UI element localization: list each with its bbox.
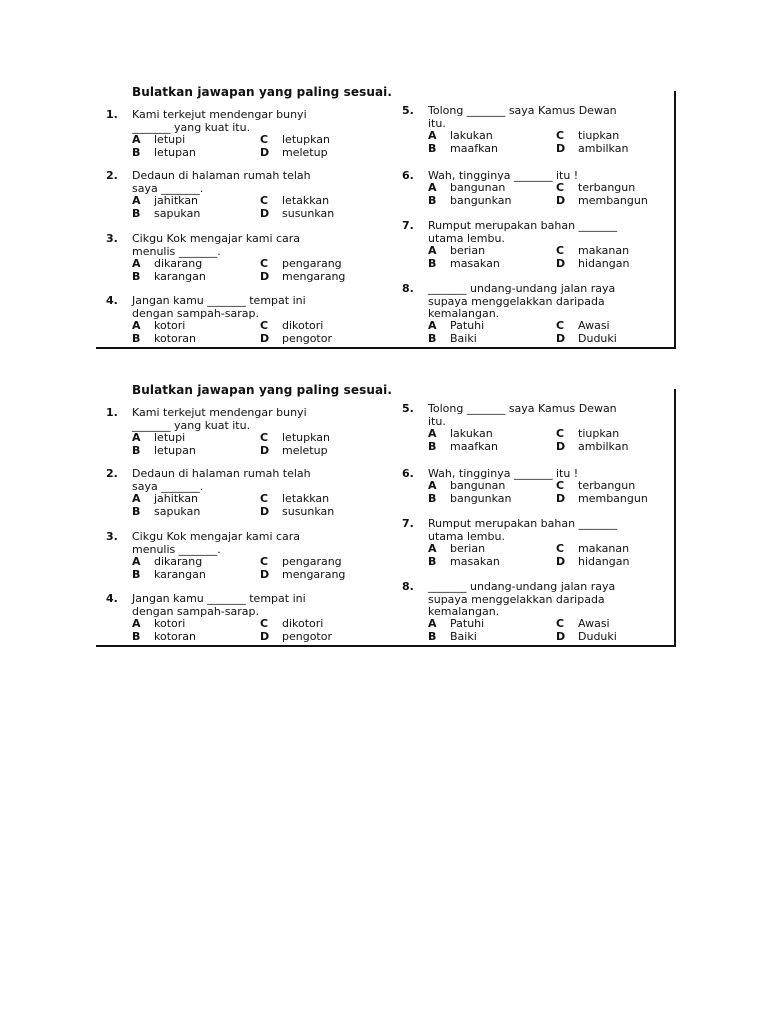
question-stem: _______ undang-undang jalan raya supaya menggelakkan daripada kemalangan. bbox=[428, 282, 616, 320]
option-a[interactable] bbox=[132, 493, 198, 506]
option-text: dikotori bbox=[282, 617, 324, 630]
option-letter: B bbox=[132, 505, 141, 518]
question-stem: Tolong _______ saya Kamus Dewan itu. bbox=[428, 104, 617, 130]
question-stem: Jangan kamu _______ tempat ini dengan sampah-sarap. bbox=[132, 294, 306, 320]
question-stem: Rumput merupakan bahan _______ utama lembu. bbox=[428, 517, 618, 543]
option-a[interactable] bbox=[428, 130, 493, 143]
option-letter: A bbox=[428, 319, 437, 332]
option-letter: C bbox=[260, 319, 269, 332]
option-letter: C bbox=[556, 181, 565, 194]
option-letter: B bbox=[132, 332, 141, 345]
option-text: bangunkan bbox=[450, 492, 512, 505]
option-letter: C bbox=[260, 133, 269, 146]
question-number: 8. bbox=[402, 282, 414, 295]
border-right bbox=[674, 91, 676, 347]
question-number: 5. bbox=[402, 402, 414, 415]
question-stem: Dedaun di halaman rumah telah saya _______. bbox=[132, 169, 311, 195]
option-letter: A bbox=[428, 427, 437, 440]
option-d[interactable] bbox=[556, 493, 648, 506]
question-stem: Rumput merupakan bahan _______ utama lembu. bbox=[428, 219, 618, 245]
question-stem: Jangan kamu _______ tempat ini dengan sampah-sarap. bbox=[132, 592, 306, 618]
option-c[interactable] bbox=[260, 320, 323, 333]
option-c[interactable] bbox=[260, 432, 330, 445]
option-a[interactable] bbox=[428, 543, 485, 556]
question-number: 6. bbox=[402, 169, 414, 182]
option-letter: D bbox=[260, 444, 270, 457]
option-letter: B bbox=[428, 440, 437, 453]
option-text: mengarang bbox=[282, 568, 346, 581]
option-b[interactable] bbox=[132, 631, 196, 644]
option-b[interactable] bbox=[428, 556, 500, 569]
option-letter: C bbox=[556, 427, 565, 440]
option-letter: B bbox=[132, 146, 141, 159]
option-a[interactable] bbox=[132, 320, 185, 333]
option-d[interactable] bbox=[260, 631, 332, 644]
option-b[interactable] bbox=[132, 445, 196, 458]
option-b[interactable] bbox=[132, 506, 200, 519]
option-text: ambilkan bbox=[578, 440, 629, 453]
option-text: susunkan bbox=[282, 505, 335, 518]
option-letter: B bbox=[428, 194, 437, 207]
option-letter: A bbox=[132, 617, 141, 630]
option-c[interactable] bbox=[556, 245, 629, 258]
option-d[interactable] bbox=[556, 631, 617, 644]
option-d[interactable] bbox=[556, 195, 648, 208]
option-letter: D bbox=[260, 270, 270, 283]
option-text: pengarang bbox=[282, 555, 342, 568]
option-text: Awasi bbox=[578, 617, 610, 630]
option-letter: A bbox=[428, 244, 437, 257]
option-text: jahitkan bbox=[154, 194, 199, 207]
option-letter: D bbox=[556, 630, 566, 643]
option-text: pengarang bbox=[282, 257, 342, 270]
option-b[interactable] bbox=[428, 333, 477, 346]
option-text: kotori bbox=[154, 617, 186, 630]
option-b[interactable] bbox=[428, 631, 477, 644]
question-stem: Tolong _______ saya Kamus Dewan itu. bbox=[428, 402, 617, 428]
option-b[interactable] bbox=[132, 333, 196, 346]
worksheet-2 bbox=[96, 373, 676, 647]
option-c[interactable] bbox=[260, 493, 329, 506]
option-c[interactable] bbox=[556, 618, 610, 631]
worksheet-title: Bulatkan jawapan yang paling sesuai. bbox=[132, 383, 393, 397]
question-stem: Dedaun di halaman rumah telah saya _______. bbox=[132, 467, 311, 493]
option-c[interactable] bbox=[556, 182, 635, 195]
option-letter: A bbox=[132, 431, 141, 444]
option-text: tiupkan bbox=[578, 129, 620, 142]
option-letter: D bbox=[260, 568, 270, 581]
option-a[interactable] bbox=[132, 556, 202, 569]
option-letter: D bbox=[260, 332, 270, 345]
option-text: karangan bbox=[154, 568, 206, 581]
option-text: berian bbox=[450, 542, 486, 555]
question-stem: Cikgu Kok mengajar kami cara menulis _______. bbox=[132, 232, 301, 258]
question-stem: Wah, tingginya _______ itu ! bbox=[428, 467, 579, 480]
option-letter: D bbox=[260, 207, 270, 220]
option-letter: C bbox=[556, 319, 565, 332]
option-text: Baiki bbox=[450, 332, 477, 345]
question-stem: Wah, tingginya _______ itu ! bbox=[428, 169, 579, 182]
option-c[interactable] bbox=[556, 428, 619, 441]
option-text: kotoran bbox=[154, 630, 196, 643]
option-letter: B bbox=[428, 142, 437, 155]
option-letter: A bbox=[428, 542, 437, 555]
option-a[interactable] bbox=[428, 245, 485, 258]
option-letter: D bbox=[556, 492, 566, 505]
option-b[interactable] bbox=[132, 147, 196, 160]
option-letter: C bbox=[556, 129, 565, 142]
option-text: bangunan bbox=[450, 479, 506, 492]
question-number: 7. bbox=[402, 517, 414, 530]
worksheet-title: Bulatkan jawapan yang paling sesuai. bbox=[132, 85, 393, 99]
worksheet-1 bbox=[96, 75, 676, 349]
question-number: 4. bbox=[106, 592, 118, 605]
option-b[interactable] bbox=[428, 493, 512, 506]
option-b[interactable] bbox=[428, 258, 500, 271]
option-d[interactable] bbox=[260, 445, 328, 458]
option-a[interactable] bbox=[132, 432, 185, 445]
question-stem: Cikgu Kok mengajar kami cara menulis _______. bbox=[132, 530, 301, 556]
option-letter: B bbox=[428, 257, 437, 270]
option-letter: B bbox=[428, 630, 437, 643]
question-number: 7. bbox=[402, 219, 414, 232]
option-b[interactable] bbox=[132, 569, 206, 582]
option-letter: C bbox=[260, 431, 269, 444]
option-text: makanan bbox=[578, 244, 630, 257]
option-d[interactable] bbox=[260, 333, 332, 346]
option-text: dikarang bbox=[154, 555, 203, 568]
option-a[interactable] bbox=[428, 320, 484, 333]
option-d[interactable] bbox=[260, 569, 345, 582]
option-letter: D bbox=[556, 142, 566, 155]
option-letter: B bbox=[132, 270, 141, 283]
option-text: letakkan bbox=[282, 492, 330, 505]
option-text: terbangun bbox=[578, 181, 636, 194]
option-letter: A bbox=[132, 194, 141, 207]
question-number: 3. bbox=[106, 232, 118, 245]
option-text: Duduki bbox=[578, 332, 617, 345]
option-letter: C bbox=[556, 617, 565, 630]
option-letter: C bbox=[260, 555, 269, 568]
option-text: dikotori bbox=[282, 319, 324, 332]
question-number: 1. bbox=[106, 108, 118, 121]
option-letter: B bbox=[428, 555, 437, 568]
option-text: Patuhi bbox=[450, 319, 485, 332]
option-letter: A bbox=[428, 181, 437, 194]
option-text: Awasi bbox=[578, 319, 610, 332]
option-text: letupan bbox=[154, 444, 196, 457]
option-text: makanan bbox=[578, 542, 630, 555]
option-text: letupi bbox=[154, 431, 186, 444]
option-text: pengotor bbox=[282, 630, 332, 643]
option-letter: A bbox=[132, 492, 141, 505]
question-stem: Kami terkejut mendengar bunyi _______ yang kuat itu. bbox=[132, 406, 307, 432]
option-letter: C bbox=[556, 479, 565, 492]
option-c[interactable] bbox=[260, 258, 342, 271]
option-text: susunkan bbox=[282, 207, 335, 220]
option-c[interactable] bbox=[260, 556, 342, 569]
option-text: karangan bbox=[154, 270, 206, 283]
option-d[interactable] bbox=[556, 441, 628, 454]
option-a[interactable] bbox=[428, 428, 493, 441]
option-text: jahitkan bbox=[154, 492, 199, 505]
option-b[interactable] bbox=[428, 441, 498, 454]
border-bottom bbox=[96, 645, 676, 647]
option-text: bangunkan bbox=[450, 194, 512, 207]
option-text: bangunan bbox=[450, 181, 506, 194]
option-d[interactable] bbox=[556, 143, 628, 156]
option-text: masakan bbox=[450, 555, 500, 568]
option-text: letakkan bbox=[282, 194, 330, 207]
option-letter: A bbox=[132, 555, 141, 568]
option-d[interactable] bbox=[556, 333, 617, 346]
option-letter: B bbox=[428, 332, 437, 345]
option-a[interactable] bbox=[132, 618, 185, 631]
border-right bbox=[674, 389, 676, 645]
option-b[interactable] bbox=[428, 143, 498, 156]
option-a[interactable] bbox=[132, 258, 202, 271]
option-a[interactable] bbox=[132, 195, 198, 208]
option-text: hidangan bbox=[578, 257, 630, 270]
question-stem: Kami terkejut mendengar bunyi _______ yang kuat itu. bbox=[132, 108, 307, 134]
question-number: 2. bbox=[106, 169, 118, 182]
option-c[interactable] bbox=[260, 195, 329, 208]
option-d[interactable] bbox=[260, 271, 345, 284]
option-d[interactable] bbox=[260, 147, 328, 160]
border-bottom bbox=[96, 347, 676, 349]
option-text: membangun bbox=[578, 194, 648, 207]
option-letter: A bbox=[132, 319, 141, 332]
question-number: 1. bbox=[106, 406, 118, 419]
option-text: maafkan bbox=[450, 440, 498, 453]
option-letter: C bbox=[556, 244, 565, 257]
option-letter: A bbox=[428, 129, 437, 142]
option-letter: B bbox=[132, 207, 141, 220]
option-text: lakukan bbox=[450, 129, 493, 142]
option-letter: B bbox=[132, 444, 141, 457]
option-text: pengotor bbox=[282, 332, 332, 345]
option-text: meletup bbox=[282, 146, 328, 159]
option-a[interactable] bbox=[428, 618, 484, 631]
option-letter: B bbox=[428, 492, 437, 505]
option-text: sapukan bbox=[154, 207, 201, 220]
option-text: Baiki bbox=[450, 630, 477, 643]
question-number: 5. bbox=[402, 104, 414, 117]
option-text: Duduki bbox=[578, 630, 617, 643]
option-b[interactable] bbox=[428, 195, 512, 208]
option-letter: A bbox=[428, 617, 437, 630]
option-c[interactable] bbox=[556, 543, 629, 556]
question-number: 3. bbox=[106, 530, 118, 543]
option-a[interactable] bbox=[132, 134, 185, 147]
question-number: 4. bbox=[106, 294, 118, 307]
option-text: masakan bbox=[450, 257, 500, 270]
option-letter: D bbox=[260, 630, 270, 643]
question-stem: _______ undang-undang jalan raya supaya menggelakkan daripada kemalangan. bbox=[428, 580, 616, 618]
option-d[interactable] bbox=[556, 258, 629, 271]
question-number: 2. bbox=[106, 467, 118, 480]
option-c[interactable] bbox=[556, 320, 610, 333]
option-c[interactable] bbox=[556, 130, 619, 143]
option-text: kotori bbox=[154, 319, 186, 332]
option-letter: A bbox=[132, 133, 141, 146]
option-text: hidangan bbox=[578, 555, 630, 568]
option-letter: D bbox=[556, 257, 566, 270]
option-text: lakukan bbox=[450, 427, 493, 440]
option-text: meletup bbox=[282, 444, 328, 457]
option-a[interactable] bbox=[428, 480, 505, 493]
option-text: tiupkan bbox=[578, 427, 620, 440]
option-text: sapukan bbox=[154, 505, 201, 518]
option-letter: D bbox=[556, 194, 566, 207]
question-number: 8. bbox=[402, 580, 414, 593]
option-c[interactable] bbox=[556, 480, 635, 493]
option-letter: D bbox=[556, 555, 566, 568]
option-letter: C bbox=[556, 542, 565, 555]
option-text: ambilkan bbox=[578, 142, 629, 155]
option-letter: D bbox=[260, 505, 270, 518]
option-text: kotoran bbox=[154, 332, 196, 345]
option-letter: A bbox=[428, 479, 437, 492]
option-text: terbangun bbox=[578, 479, 636, 492]
option-text: berian bbox=[450, 244, 486, 257]
option-letter: C bbox=[260, 257, 269, 270]
option-text: maafkan bbox=[450, 142, 498, 155]
option-text: letupan bbox=[154, 146, 196, 159]
option-c[interactable] bbox=[260, 134, 330, 147]
option-letter: D bbox=[556, 332, 566, 345]
option-text: letupi bbox=[154, 133, 186, 146]
option-letter: D bbox=[556, 440, 566, 453]
option-c[interactable] bbox=[260, 618, 323, 631]
option-a[interactable] bbox=[428, 182, 505, 195]
option-d[interactable] bbox=[556, 556, 629, 569]
option-text: letupkan bbox=[282, 133, 330, 146]
option-letter: B bbox=[132, 568, 141, 581]
option-letter: C bbox=[260, 492, 269, 505]
option-d[interactable] bbox=[260, 506, 334, 519]
option-b[interactable] bbox=[132, 271, 206, 284]
option-letter: C bbox=[260, 617, 269, 630]
option-letter: B bbox=[132, 630, 141, 643]
option-text: letupkan bbox=[282, 431, 330, 444]
option-text: membangun bbox=[578, 492, 648, 505]
option-letter: A bbox=[132, 257, 141, 270]
question-number: 6. bbox=[402, 467, 414, 480]
option-text: dikarang bbox=[154, 257, 203, 270]
option-d[interactable] bbox=[260, 208, 334, 221]
option-text: Patuhi bbox=[450, 617, 485, 630]
option-text: mengarang bbox=[282, 270, 346, 283]
option-letter: D bbox=[260, 146, 270, 159]
option-letter: C bbox=[260, 194, 269, 207]
option-b[interactable] bbox=[132, 208, 200, 221]
